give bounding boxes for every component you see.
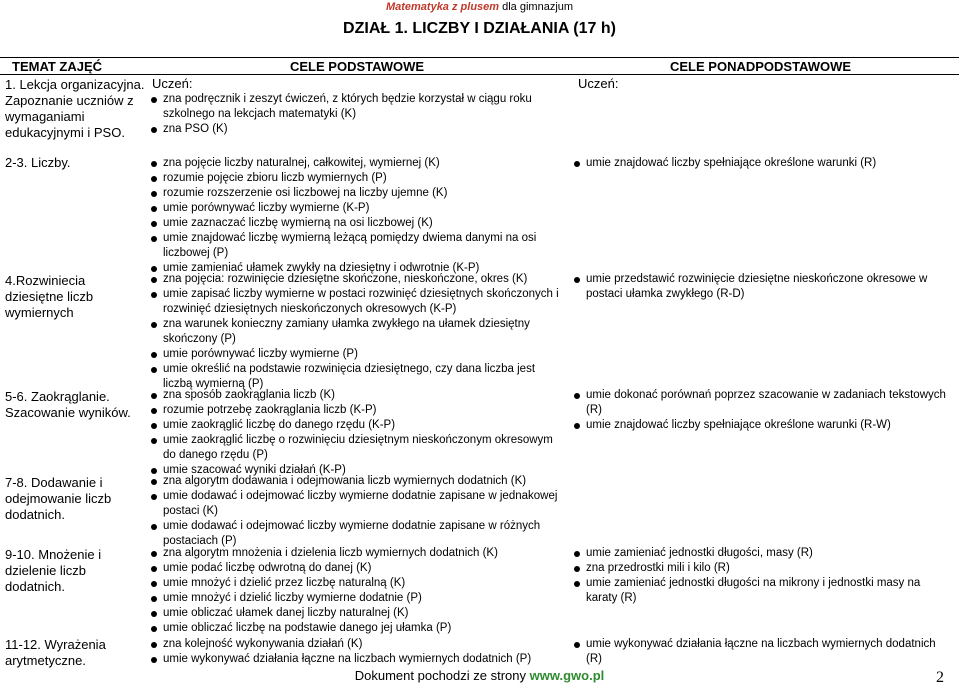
row-advanced-goals [573, 546, 951, 606]
goal-item: umie porównywać liczby wymierne (K-P) [150, 201, 562, 216]
row-basic-goals [150, 546, 562, 636]
advanced-uczen-label: Uczeń: [578, 76, 619, 91]
goal-item: rozumie rozszerzenie osi liczbowej na liczby ujemne (K) [150, 186, 562, 201]
col-header-basic: CELE PODSTAWOWE [290, 59, 425, 74]
row-basic-goals [150, 637, 562, 667]
goal-item: zna podręcznik i zeszyt ćwiczeń, z których będzie korzystał w ciągu roku szkolnego na lekcjach matematyki (K) [150, 92, 562, 122]
row-topic: 1. Lekcja organizacyjna. Zapoznanie uczniów z wymaganiami edukacyjnymi i PSO. [5, 77, 145, 140]
goal-item: umie dokonać porównań poprzez szacowanie w zadaniach tekstowych (R) [573, 388, 951, 418]
goal-item: umie zaokrąglić liczbę o rozwinięciu dziesiętnym nieskończonym okresowym do danego rzędu (P) [150, 433, 562, 463]
goal-item: umie określić na podstawie rozwinięcia dziesiętnego, czy dana liczba jest liczbą wymierną (P) [150, 362, 562, 392]
row-basic-goals [150, 156, 562, 276]
col-header-advanced: CELE PONADPODSTAWOWE [670, 59, 852, 74]
goal-item: umie wykonywać działania łączne na liczbach wymiernych dodatnich (R) [573, 637, 951, 667]
goal-item: zna pojęcie liczby naturalnej, całkowitej, wymiernej (K) [150, 156, 562, 171]
row-advanced-goals [573, 156, 951, 171]
goal-item: rozumie pojęcie zbioru liczb wymiernych (P) [150, 171, 562, 186]
row-advanced-goals [573, 637, 951, 667]
goal-item: umie mnożyć i dzielić liczby wymierne dodatnie (P) [150, 591, 562, 606]
goal-item: umie dodawać i odejmować liczby wymierne dodatnie zapisane w jednakowej postaci (K) [150, 489, 562, 519]
footer-text: Dokument pochodzi ze strony [354, 668, 530, 683]
row-basic-goals [150, 272, 562, 392]
row-topic: 9-10. Mnożenie i dzielenie liczb dodatnich. [5, 547, 102, 594]
row-advanced-goals [573, 272, 951, 302]
goal-item: zna PSO (K) [150, 122, 562, 137]
goal-item: zna algorytm mnożenia i dzielenia liczb wymiernych dodatnich (K) [150, 546, 562, 561]
goal-item: zna warunek konieczny zamiany ułamka zwykłego na ułamek dziesiętny skończony (P) [150, 317, 562, 347]
goal-item: zna algorytm dodawania i odejmowania liczb wymiernych dodatnich (K) [150, 474, 562, 489]
row-topic: 4.Rozwiniecia dziesiętne liczb wymiernych [5, 273, 94, 320]
goal-item: zna pojęcia: rozwinięcie dziesiętne skończone, nieskończone, okres (K) [150, 272, 562, 287]
goal-item: umie znajdować liczby spełniające określone warunki (R-W) [573, 418, 951, 433]
table-header-rule [0, 74, 959, 75]
goal-item: umie przedstawić rozwinięcie dziesiętne nieskończone okresowe w postaci ułamka zwykłego (R-D) [573, 272, 951, 302]
row-advanced-goals [573, 388, 951, 433]
goal-item: umie obliczać liczbę na podstawie danego jej ułamka (P) [150, 621, 562, 636]
row-topic: 5-6. Zaokrąglanie. Szacowanie wyników. [5, 389, 131, 420]
goal-item: rozumie potrzebę zaokrąglania liczb (K-P) [150, 403, 562, 418]
header-rest: dla gimnazjum [499, 1, 574, 13]
page-number: 2 [936, 669, 944, 686]
goal-item: umie porównywać liczby wymierne (P) [150, 347, 562, 362]
row-topic: 7-8. Dodawanie i odejmowanie liczb dodatnich. [5, 475, 112, 522]
goal-item: umie zapisać liczby wymierne w postaci rozwinięć dziesiętnych skończonych i rozwinięć dziesiętnych nieskończonych okresowych (K-P) [150, 287, 562, 317]
goal-item: zna przedrostki mili i kilo (R) [573, 561, 951, 576]
footer-site-link[interactable]: www.gwo.pl [529, 668, 605, 683]
goal-item: umie obliczać ułamek danej liczby naturalnej (K) [150, 606, 562, 621]
page-footer [0, 668, 959, 683]
basic-uczen-label: Uczeń: [152, 76, 193, 91]
goal-item: umie zamieniać jednostki długości, masy (R) [573, 546, 951, 561]
col-header-topic: TEMAT ZAJĘĆ [12, 59, 103, 74]
goal-item: umie podać liczbę odwrotną do danej (K) [150, 561, 562, 576]
goal-item: umie zaznaczać liczbę wymierną na osi liczbowej (K) [150, 216, 562, 231]
goal-item: umie zaokrąglić liczbę do danego rzędu (K-P) [150, 418, 562, 433]
row-topic: 2-3. Liczby. [5, 155, 71, 170]
goal-item: umie szacować wyniki działań (K-P) [150, 463, 562, 478]
row-basic-goals [150, 388, 562, 478]
goal-item: zna kolejność wykonywania działań (K) [150, 637, 562, 652]
row-basic-goals [150, 92, 562, 137]
document-title: DZIAŁ 1. LICZBY I DZIAŁANIA (17 h) [343, 20, 616, 37]
row-topic: 11-12. Wyrażenia arytmetyczne. [5, 637, 106, 668]
goal-item: umie znajdować liczbę wymierną leżącą pomiędzy dwiema danymi na osi liczbowej (P) [150, 231, 562, 261]
goal-item: umie zamieniać ułamek zwykły na dziesiętny i odwrotnie (K-P) [150, 261, 562, 276]
goal-item: umie wykonywać działania łączne na liczbach wymiernych dodatnich (P) [150, 652, 562, 667]
row-basic-goals [150, 474, 562, 549]
goal-item: umie zamieniać jednostki długości na mikrony i jednostki masy na karaty (R) [573, 576, 951, 606]
goal-item: umie mnożyć i dzielić przez liczbę naturalną (K) [150, 576, 562, 591]
goal-item: umie dodawać i odejmować liczby wymierne dodatnie zapisane w różnych postaciach (P) [150, 519, 562, 549]
goal-item: zna sposób zaokrąglania liczb (K) [150, 388, 562, 403]
table-top-rule [0, 57, 959, 58]
goal-item: umie znajdować liczby spełniające określone warunki (R) [573, 156, 951, 171]
header-brand: Matematyka z plusem [385, 1, 500, 13]
page-header [0, 1, 959, 13]
